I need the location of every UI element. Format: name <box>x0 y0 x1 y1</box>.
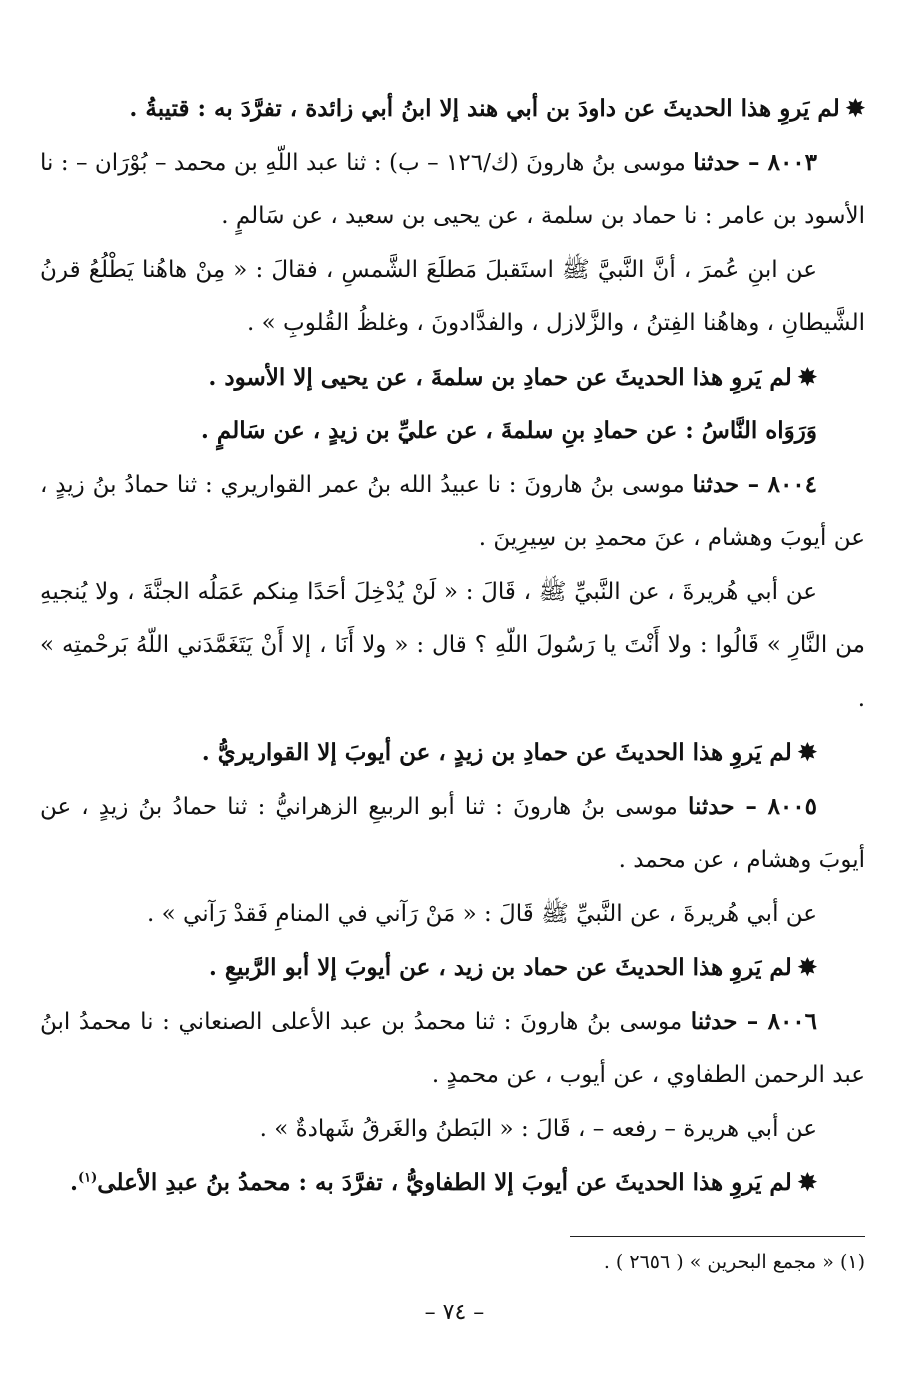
hadith-number: ٨٠٠٣ – حدثنا <box>693 148 818 176</box>
footnote-ref[interactable]: (١) <box>78 1170 98 1186</box>
note-text: لم يَروِ هذا الحديثَ عن داودَ بن أبي هند إلا ابنُ أبي زائدة ، تفرَّدَ به : قتيبةُ . <box>129 95 840 122</box>
note-text: لم يَروِ هذا الحديثَ عن حمادِ بن سلمةَ ، عن يحيى إلا الأسود . <box>208 363 792 391</box>
hadith-chain-text: موسى بنُ هارونَ (ك/١٢٦ – ب) : ثنا عبد اللّهِ بن محمد – بُوْرَان – : نا الأسود بن عامر : نا حماد بن سلمة ، عن يحيى بن سعيد ، عن سَالمٍ . <box>40 149 865 229</box>
commentary-note <box>40 941 865 995</box>
note-text: لم يَروِ هذا الحديثَ عن حماد بن زيد ، عن أيوبَ إلا أبو الرَّبيعِ . <box>208 954 792 981</box>
hadith-8004-chain <box>40 458 865 566</box>
hadith-text: عن ابنِ عُمرَ ، أنَّ النَّبيَّ ﷺ استَقبلَ مَطلَعَ الشَّمسِ ، فقالَ : « مِنْ هاهُنا يَطْلُعُ قرنُ الشَّيطانِ ، وهاهُنا الفِتنُ ، والزَّلازل ، والفدَّادونَ ، وغلظُ القُلوبِ » . <box>40 256 865 336</box>
commentary-note <box>40 82 865 136</box>
commentary-note <box>40 351 865 405</box>
hadith-number: ٨٠٠٥ – حدثنا <box>687 792 817 820</box>
note-text: لم يَروِ هذا الحديثَ عن حمادِ بن زيدٍ ، عن أيوبَ إلا القواريريُّ . <box>201 739 792 766</box>
star-icon: ✸ <box>845 95 865 122</box>
star-icon: ✸ <box>797 739 817 766</box>
hadith-8006-chain <box>40 995 865 1103</box>
note-text: لم يَروِ هذا الحديثَ عن أيوبَ إلا الطفاويُّ ، تفرَّدَ به : محمدُ بنُ عبدِ الأعلى <box>97 1169 792 1196</box>
hadith-8005-text <box>40 888 865 942</box>
hadith-number: ٨٠٠٦ – حدثنا <box>690 1007 818 1035</box>
hadith-chain-text: موسى بنُ هارونَ : ثنا أبو الربيعِ الزهرانيُّ : ثنا حمادُ بنُ زيدٍ ، عن أيوبَ وهشام ، عن محمد . <box>40 793 865 873</box>
star-icon: ✸ <box>797 954 817 981</box>
page-number: – ٧٤ – <box>424 1300 485 1325</box>
commentary-note <box>40 726 865 780</box>
star-icon: ✸ <box>797 1169 817 1196</box>
hadith-chain-text: موسى بنُ هارونَ : ثنا محمدُ بن عبد الأعلى الصنعاني : نا محمدُ ابنُ عبد الرحمن الطفاوي ، عن أيوب ، عن محمدٍ . <box>40 1008 865 1088</box>
hadith-8004-text <box>40 566 865 727</box>
hadith-8003-chain <box>40 136 865 244</box>
hadith-chain-text: موسى بنُ هارونَ : نا عبيدُ الله بنُ عمر القواريري : ثنا حمادُ بنُ زيدٍ ، عن أيوبَ وهشام ، عنَ محمدِ بن سِيرِينَ . <box>40 471 865 551</box>
star-icon: ✸ <box>797 363 817 391</box>
note-text: وَرَوَاه النَّاسُ : عن حمادِ بنِ سلمةَ ، عن عليِّ بن زيدٍ ، عن سَالمٍ . <box>200 417 817 444</box>
commentary-note <box>40 404 865 458</box>
footnote-1: (١) « مجمع البحرين » ( ٢٦٥٦ ) . <box>603 1251 865 1273</box>
hadith-8006-text <box>40 1103 865 1157</box>
footnotes <box>40 1244 865 1280</box>
hadith-text: عن أبي هُريرةَ ، عن النَّبيِّ ﷺ قَالَ : « مَنْ رَآني في المنامِ فَقدْ رَآني » . <box>147 900 817 927</box>
hadith-text: عن أبي هُريرةَ ، عن النَّبيِّ ﷺ ، قَالَ : « لَنْ يُدْخِلَ أحَدًا مِنكم عَمَلُه الجنَّةَ ، ولا يُنجيهِ من النَّارِ » قَالُوا : ولا أَنْتَ يا رَسُولَ اللّهِ ؟ قال : « ولا أَنَا ، إلا أَنْ يَتَغَمَّدَني اللّهُ بَرحْمتِه » . <box>40 578 865 712</box>
commentary-note <box>40 1156 865 1210</box>
note-end: . <box>69 1169 78 1196</box>
hadith-text: عن أبي هريرة – رفعه – ، قَالَ : « البَطنُ والغَرقُ شَهادةٌ » . <box>259 1115 817 1142</box>
hadith-number: ٨٠٠٤ – حدثنا <box>692 470 818 498</box>
footnote-divider <box>570 1236 865 1237</box>
hadith-8005-chain <box>40 780 865 888</box>
page-body <box>40 82 865 1210</box>
hadith-8003-text <box>40 244 865 351</box>
